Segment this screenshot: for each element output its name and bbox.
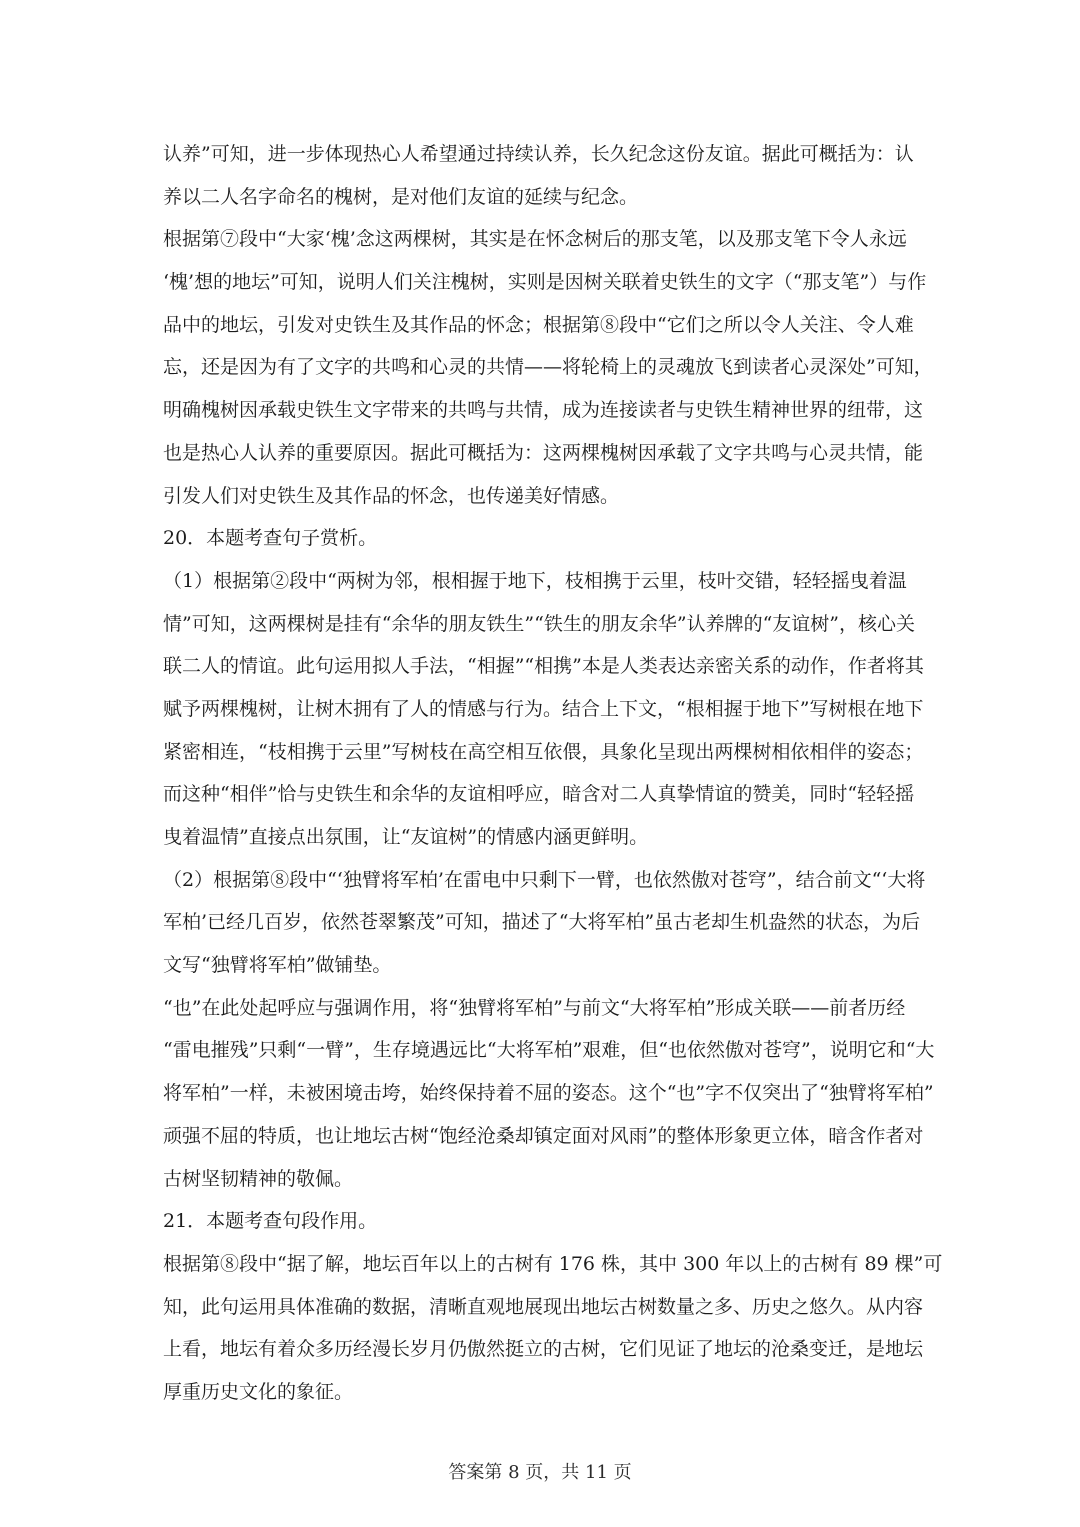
text-line: 而这种“相伴”恰与史铁生和余华的友谊相呼应，暗含对二人真挚情谊的赞美，同时“轻轻摇 [163,783,915,806]
text-line: 文写“独臂将军柏”做铺垫。 [163,954,392,977]
text-line: 养以二人名字命名的槐树，是对他们友谊的延续与纪念。 [163,185,639,208]
text-line: 赋予两棵槐树，让树木拥有了人的情感与行为。结合上下文，“根相握于地下”写树根在地下 [163,697,924,720]
text-line: 上看，地坛有着众多历经漫长岁月仍傲然挺立的古树，它们见证了地坛的沧桑变迁，是地坛 [163,1338,924,1361]
page-footer: 答案第 8 页，共 11 页 [448,1462,632,1483]
text-line: 顽强不屈的特质，也让地坛古树“饱经沧桑却镇定面对风雨”的整体形象更立体，暗含作者对 [163,1124,924,1147]
text-line: 紧密相连，“枝相携于云里”写树枝在高空相互依偎，具象化呈现出两棵树相依相伴的姿态； [163,740,924,763]
text-line: 根据第⑧段中“据了解，地坛百年以上的古树有 176 株，其中 300 年以上的古树有 89 棵”可 [163,1252,943,1275]
question-heading-21: 21．本题考查句段作用。 [163,1210,378,1233]
text-line: 根据第⑦段中“大家‘槐’念这两棵树，其实是在怀念树后的那支笔，以及那支笔下令人永远 [163,228,907,251]
text-line: 将军柏”一样，未被困境击垮，始终保持着不屈的姿态。这个“也”字不仅突出了“独臂将军柏” [163,1082,934,1105]
text-line: 忘，还是因为有了文字的共鸣和心灵的共情——将轮椅上的灵魂放飞到读者心灵深处”可知， [163,356,933,379]
text-line: 古树坚韧精神的敬佩。 [163,1167,354,1190]
text-line: 引发人们对史铁生及其作品的怀念，也传递美好情感。 [163,484,620,507]
text-line: 品中的地坛，引发对史铁生及其作品的怀念；根据第⑧段中“它们之所以令人关注、令人难 [163,313,914,336]
text-line: 知，此句运用具体准确的数据，清晰直观地展现出地坛古树数量之多、历史之悠久。从内容 [163,1295,924,1318]
text-line: （1）根据第②段中“两树为邻，根相握于地下，枝相携于云里，枝叶交错，轻轻摇曳着温 [163,569,907,592]
text-line: （2）根据第⑧段中“‘独臂将军柏’在雷电中只剩下一臂，也依然傲对苍穹”，结合前文“‘大将 [163,868,926,891]
text-line: “也”在此处起呼应与强调作用，将“独臂将军柏”与前文“大将军柏”形成关联——前者历经 [163,996,906,1019]
text-line: 厚重历史文化的象征。 [163,1380,354,1403]
text-line: 认养”可知，进一步体现热心人希望通过持续认养，长久纪念这份友谊。据此可概括为：认 [163,143,914,165]
question-heading-20: 20．本题考查句子赏析。 [163,527,378,550]
text-line: 明确槐树因承载史铁生文字带来的共鸣与共情，成为连接读者与史铁生精神世界的纽带，这 [163,399,924,422]
text-line: 也是热心人认养的重要原因。据此可概括为：这两棵槐树因承载了文字共鸣与心灵共情，能 [163,441,924,464]
answer-text-body [163,133,943,1414]
text-line: ‘槐’想的地坛”可知，说明人们关注槐树，实则是因树关联着史铁生的文字（“那支笔”）与作 [163,271,927,294]
text-line: 情”可知，这两棵树是挂有“余华的朋友铁生”“铁生的朋友余华”认养牌的“友谊树”，核心关 [163,612,915,635]
text-line: 军柏’已经几百岁，依然苍翠繁茂”可知，描述了“大将军柏”虽古老却生机盎然的状态，为后 [163,911,921,934]
text-line: “雷电摧残”只剩“一臂”，生存境遇远比“大将军柏”艰难，但“也依然傲对苍穹”，说明它和“大 [163,1039,935,1062]
text-line: 曳着温情”直接点出氛围，让“友谊树”的情感内涵更鲜明。 [163,826,649,848]
text-line: 联二人的情谊。此句运用拟人手法，“相握”“相携”本是人类表达亲密关系的动作，作者将其 [163,655,924,678]
